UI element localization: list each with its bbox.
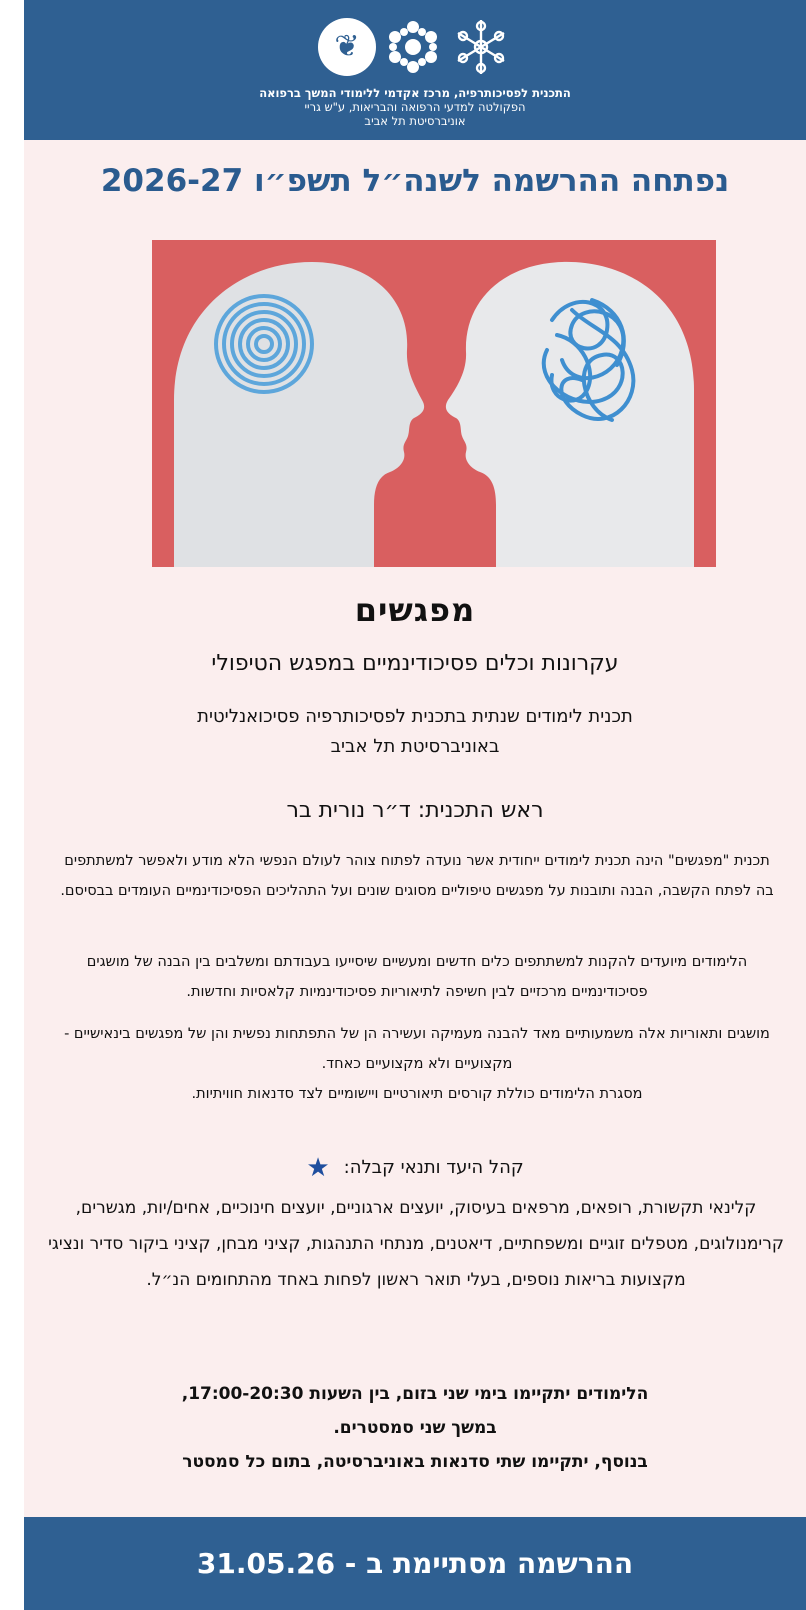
two-heads-spiral-and-tangle-image — [152, 240, 716, 567]
program-description — [24, 702, 806, 762]
paragraph-framework: מסגרת הלימודים כוללת קורסים תיאורטיים ויישומיים לצד סדנאות חוויתיות. — [191, 1086, 643, 1102]
registration-deadline-banner — [24, 1517, 806, 1610]
outline-snowflake-logo-icon — [450, 16, 512, 78]
registration-headline: נפתחה ההרשמה לשנה״ל תשפ״ו 2026-27 — [100, 163, 730, 199]
description-line-2: באוניברסיטת תל אביב — [330, 736, 500, 757]
program-title: מפגשים — [354, 591, 476, 629]
header-line-2: הפקולטה למדעי הרפואה והבריאות, ע"ש גריי — [304, 100, 526, 114]
paragraph-concepts — [58, 1019, 776, 1109]
paragraph-concepts-line-1: מושגים ותאוריות אלה משמעותיים מאד להבנה מעמיקה ועשירה הן של התפתחות נפשית והן של מפגשים בינאישיים - מקצועיים ולא מקצועיים כאחד. — [64, 1026, 770, 1072]
schedule-line-1: הלימודים יתקיימו בימי שני בזום, בין השעות 17:00-20:30, — [181, 1384, 649, 1404]
description-line-1: תכנית לימודים שנתית בתכנית לפסיכותרפיה פסיכואנליטית — [197, 706, 633, 727]
registration-deadline: ההרשמה מסתיימת ב - 31.05.26 — [196, 1547, 634, 1580]
program-subtitle: עקרונות וכלים פסיכודינמיים במפגש הטיפולי — [211, 651, 619, 676]
header-line-3: אוניברסיטת תל אביב — [364, 114, 466, 128]
audience-text: קלינאי תקשורת, רופאים, מרפאים בעיסוק, יועצים ארגוניים, יועצים חינוכיים, אחים/יות, מגשרים, קרימנולוגים, מטפלים זוגיים ומשפחתיים, דיאטנים, מנתחי התנהגות, קציני מבחן, קציני ביקור סדיר ונציגי מקצועות בריאות נוספים, בעלי תואר ראשון לפחות באחד מהתחומים הנ״ל. — [48, 1198, 784, 1290]
logo-row — [24, 12, 806, 82]
red-snowflake-logo-icon — [382, 16, 444, 78]
header-line-1: התכנית לפסיכותרפיה, מרכז אקדמי ללימודי המשך ברפואה — [259, 86, 571, 100]
header-banner — [24, 0, 806, 140]
header-text — [24, 86, 806, 128]
flyer-page — [24, 0, 806, 1610]
paragraph-goals: הלימודים מיועדים להקנות למשתתפים כלים חדשים ומעשיים שיסייעו בעבודתם ומשלבים בין הבנה של מושגים פסיכודינמיים מרכזיים לבין חשיפה לתיאוריות פסיכודינמיות קלאסיות וחדשות. — [86, 954, 748, 1000]
hero-illustration — [152, 240, 716, 567]
audience-heading-text: קהל היעד ותנאי קבלה: — [343, 1157, 524, 1178]
program-head: ראש התכנית: ד״ר נורית בר — [286, 798, 544, 823]
schedule-line-3: בנוסף, יתקיימו שתי סדנאות באוניברסיטה, בתום כל סמסטר — [182, 1452, 648, 1472]
schedule-line-2: במשך שני סמסטרים. — [333, 1418, 497, 1438]
audience-heading — [24, 1153, 806, 1183]
paragraph-intro: תכנית "מפגשים" הינה תכנית לימודים ייחודית אשר נועדה לפתוח צוהר לעולם הנפשי הלא מודע ולאפשר למשתתפים בה לפתח הקשבה, הבנה ותובנות על מפגשים טיפוליים מסוגים שונים ועל התהליכים הפסיכודינמיים העומדים בבסיסם. — [60, 853, 774, 899]
tel-aviv-university-emblem-icon: ❦ — [318, 18, 376, 76]
schedule-block — [54, 1377, 776, 1479]
star-icon: ★ — [306, 1153, 330, 1183]
